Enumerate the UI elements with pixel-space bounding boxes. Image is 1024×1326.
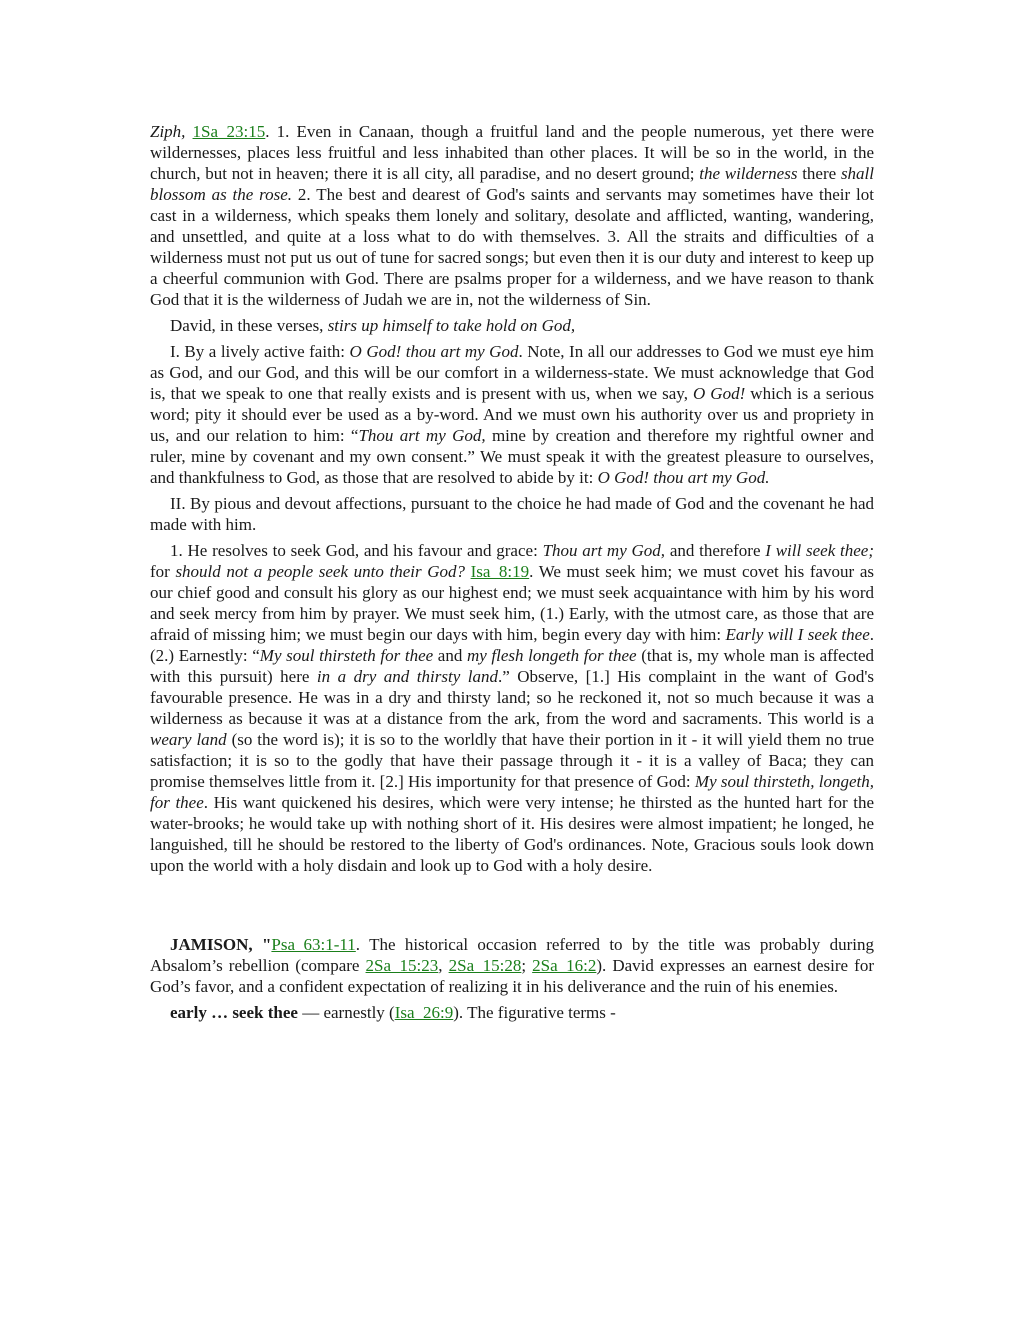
body-text: , xyxy=(438,956,449,975)
italic-text: the wilderness xyxy=(699,164,798,183)
body-text: and xyxy=(433,646,467,665)
body-text: . The historical occasion referred to by the title was probably during Absalom’s rebellion (compare xyxy=(150,935,874,975)
body-text: 1. He resolves to seek God, and his favour and grace: xyxy=(170,541,543,560)
paragraph-point-two xyxy=(150,493,874,535)
italic-text: O God! xyxy=(692,384,746,403)
italic-text: in a dry and thirsty land xyxy=(316,667,498,686)
bold-text: early … seek thee xyxy=(170,1003,298,1022)
scripture-reference-link[interactable]: 2Sa_15:28 xyxy=(448,956,522,975)
body-text: mine by creation and therefore my rightful owner and ruler, mine by covenant and my own consent.” We must speak it with the greatest pleasure to ourselves, and thankfulness to God, as those that are resolved to abide by it: xyxy=(150,426,874,487)
paragraph-wilderness xyxy=(150,121,874,310)
body-text: ). David expresses an earnest desire for God’s favor, and a confident expectation of realizing it in his deliverance and the ruin of his enemies. xyxy=(150,956,874,996)
body-text: II. By pious and devout affections, pursuant to the choice he had made of God and the covenant he had made with him. xyxy=(150,494,874,534)
body-text: there xyxy=(797,164,841,183)
body-text: which is a serious word; pity it should ever be used as a by-word. And we must own his authority over us and propriety in us, and our relation to him: “ xyxy=(150,384,875,445)
italic-text: O God! thou art my God xyxy=(349,342,519,361)
body-text: . (2.) Earnestly: “ xyxy=(150,625,874,665)
italic-text: my flesh longeth for thee xyxy=(466,646,637,665)
body-text: David, in these verses, xyxy=(170,316,328,335)
body-text: 2. The best and dearest of God's saints and servants may sometimes have their lot cast in a wilderness, which speaks them lonely and solitary, desolate and afflicted, wanting, wandering, and unsettled, and quite at a loss what to do with themselves. 3. All the straits and difficulties of a wilderness must not put us out of tune for sacred songs; but even then it is our duty and interest to keep up a cheerful communion with God. There are psalms proper for a wilderness, and we have reason to thank God that it is the wilderness of Judah we are in, not the wilderness of Sin. xyxy=(150,185,874,309)
paragraph-seek-god xyxy=(150,540,874,876)
italic-text: O God! thou art my God. xyxy=(597,468,770,487)
body-text: .” Observe, [1.] His complaint in the want of God's favourable presence. He was in a dry and thirsty land; so he reckoned it, not so much because it was a wilderness as because it was at a distance from the ark, from the word and sacraments. This world is a xyxy=(150,667,874,728)
body-text: I. By a lively active faith: xyxy=(170,342,350,361)
paragraph-early-seek xyxy=(150,1002,874,1023)
body-text: and therefore xyxy=(665,541,766,560)
commentary-page xyxy=(150,121,874,1023)
scripture-reference-link[interactable]: Psa_63:1-11 xyxy=(271,935,356,954)
body-text: . 1. Even in Canaan, though a fruitful land and the people numerous, yet there were wildernesses, places less fruitful and less inhabited than other places. It will be so in the world, in the church, but not in heaven; there it is all city, all paradise, and no desert ground; xyxy=(150,122,875,183)
italic-text: My soul thirsteth, longeth, for thee xyxy=(150,772,874,812)
scripture-reference-link[interactable]: 1Sa_23:15 xyxy=(192,122,266,141)
scripture-reference-link[interactable]: 2Sa_15:23 xyxy=(365,956,439,975)
body-text: — earnestly ( xyxy=(297,1003,395,1022)
italic-text: Ziph, xyxy=(150,122,186,141)
body-text: ). The figurative terms - xyxy=(453,1003,616,1022)
paragraph-jamison xyxy=(150,934,874,997)
body-text: . His want quickened his desires, which were very intense; he thirsted as the hunted hart for the water-brooks; he would take up with nothing short of it. His desires were almost impatient; he longed, he languished, till he should be restored to the liberty of God's ordinances. Note, Gracious souls look down upon the world with a holy disdain and look up to God with a holy desire. xyxy=(150,793,875,875)
italic-text: shall blossom as the rose. xyxy=(150,164,874,204)
body-text: (so the word is); it is so to the worldly that have their portion in it - it will yield them no true satisfaction; it is so to the godly that have their passage through it - it is a valley of Baca; they can promise themselves little from it. [2.] His importunity for that presence of God: xyxy=(150,730,874,791)
body-text: . Note, In all our addresses to God we must eye him as God, and our God, and this will be our comfort in a wilderness-state. We must acknowledge that God is, that we speak to one that really exists and is present with us, when we say, xyxy=(150,342,874,403)
italic-text: weary land xyxy=(150,730,227,749)
scripture-reference-link[interactable]: Isa_8:19 xyxy=(470,562,530,581)
body-text: . We must seek him; we must covet his favour as our chief good and consult his glory as our highest end; we must seek acquaintance with him by his word and seek mercy from him by prayer. We must seek him, (1.) Early, with the utmost care, as those that are afraid of missing him; we must begin our days with him, begin every day with him: xyxy=(150,562,874,644)
paragraph-point-one xyxy=(150,341,874,488)
body-text: (that is, my whole man is affected with this pursuit) here xyxy=(150,646,875,686)
italic-text: I will seek thee; xyxy=(765,541,874,560)
bold-text: JAMISON, " xyxy=(170,935,272,954)
italic-text: Thou art my God, xyxy=(358,426,486,445)
scripture-reference-link[interactable]: Isa_26:9 xyxy=(394,1003,454,1022)
italic-text: Thou art my God, xyxy=(542,541,666,560)
italic-text: stirs up himself to take hold on God, xyxy=(327,316,576,335)
italic-text: should not a people seek unto their God? xyxy=(175,562,465,581)
body-text xyxy=(185,122,192,141)
body-text: ; xyxy=(521,956,533,975)
body-text: for xyxy=(150,562,176,581)
italic-text: My soul thirsteth for thee xyxy=(259,646,434,665)
paragraph-david-stirs xyxy=(150,315,874,336)
italic-text: Early will I seek thee xyxy=(725,625,870,644)
scripture-reference-link[interactable]: 2Sa_16:2 xyxy=(532,956,597,975)
